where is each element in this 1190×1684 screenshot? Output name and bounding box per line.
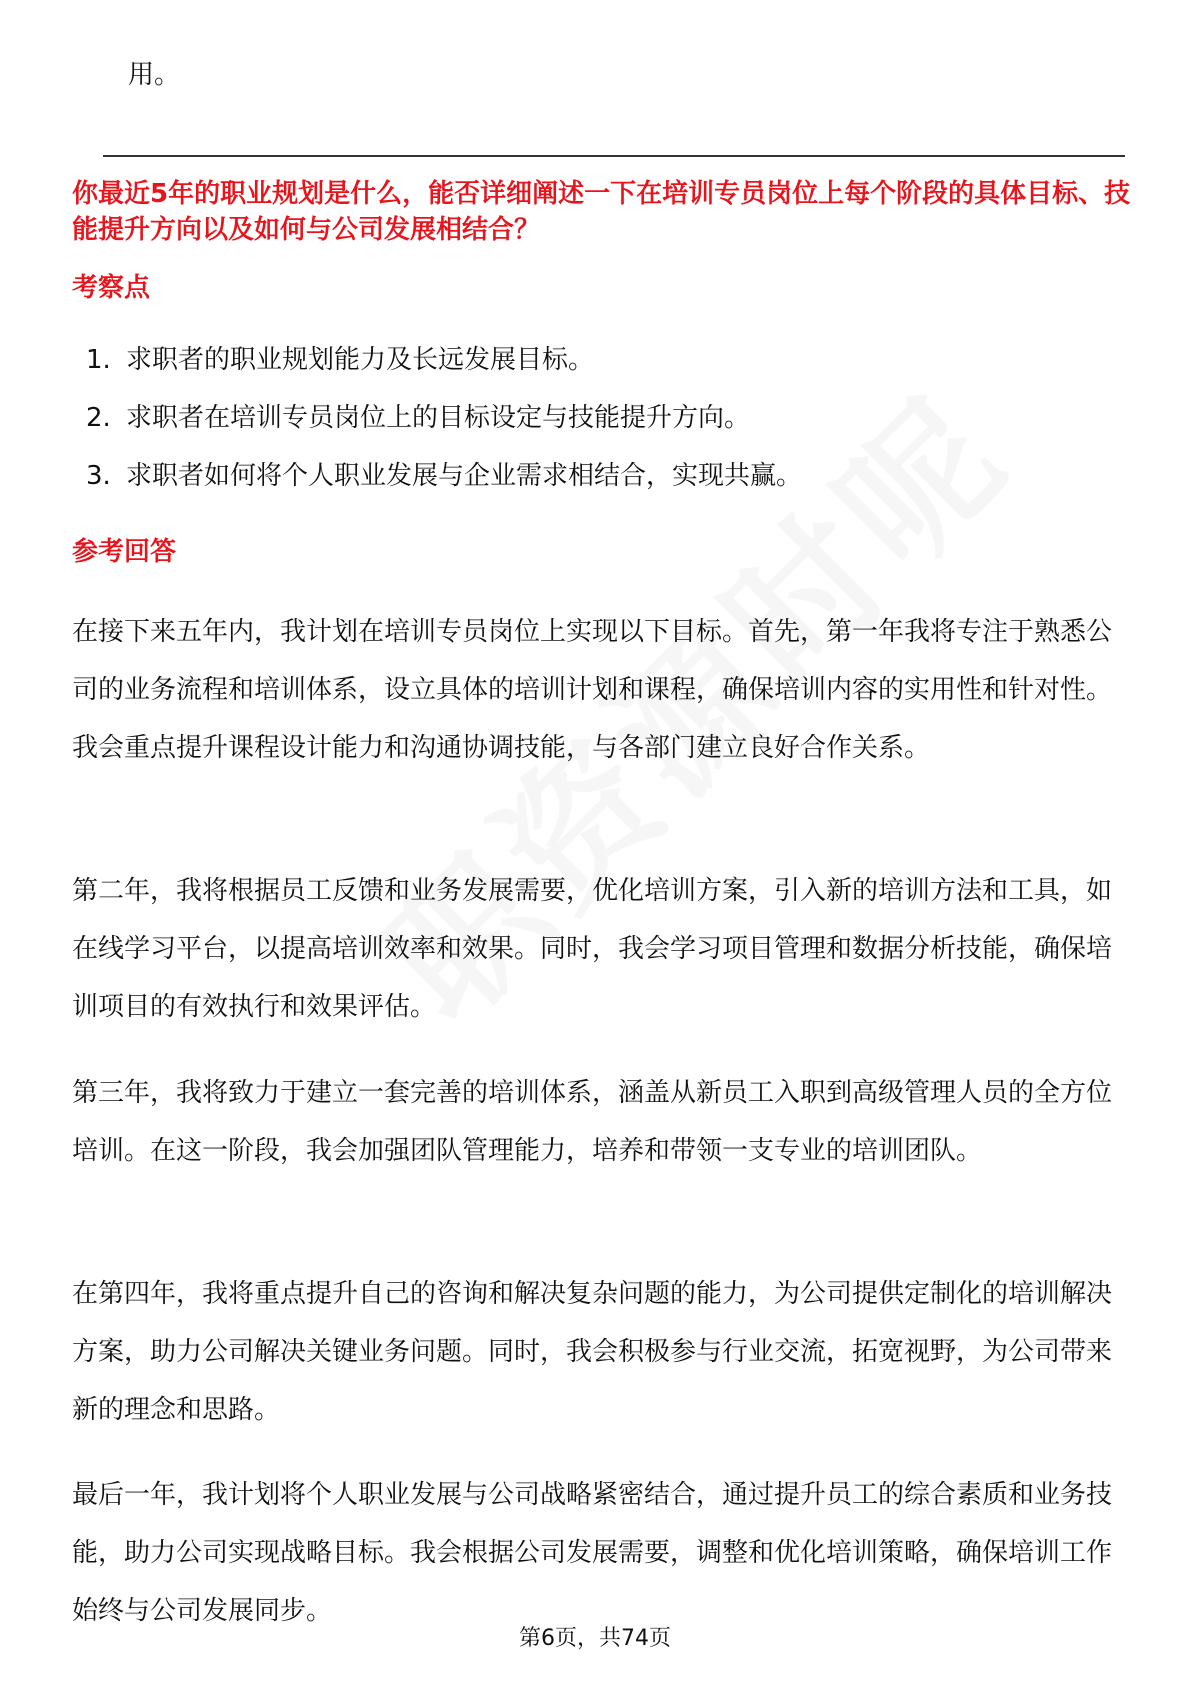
list-item-number: 2. bbox=[86, 403, 111, 433]
list-item-text: 求职者的职业规划能力及长远发展目标。 bbox=[126, 345, 595, 375]
list-item-text: 求职者在培训专员岗位上的目标设定与技能提升方向。 bbox=[126, 403, 751, 433]
list-item bbox=[86, 458, 1126, 516]
list-item-text: 求职者如何将个人职业发展与企业需求相结合，实现共赢。 bbox=[126, 461, 803, 491]
answer-paragraph-year-3: 第三年，我将致力于建立一套完善的培训体系，涵盖从新员工入职到高级管理人员的全方位培训。在这一阶段，我会加强团队管理能力，培养和带领一支专业的培训团队。 bbox=[72, 1078, 1113, 1166]
section-divider bbox=[103, 155, 1125, 157]
answer-heading: 参考回答 bbox=[72, 537, 177, 567]
list-item-number: 1. bbox=[86, 345, 111, 375]
list-item bbox=[86, 342, 1126, 400]
exam-points-heading: 考察点 bbox=[72, 273, 151, 303]
page-number-footer: 第6页，共74页 bbox=[519, 1626, 671, 1651]
carryover-text: 用。 bbox=[128, 60, 181, 90]
list-item bbox=[86, 400, 1126, 458]
list-item-number: 3. bbox=[86, 461, 111, 491]
answer-paragraph-year-5: 最后一年，我计划将个人职业发展与公司战略紧密结合，通过提升员工的综合素质和业务技能，助力公司实现战略目标。我会根据公司发展需要，调整和优化培训策略，确保培训工作始终与公司发展同步。 bbox=[72, 1480, 1113, 1626]
answer-paragraph-year-1: 在接下来五年内，我计划在培训专员岗位上实现以下目标。首先，第一年我将专注于熟悉公司的业务流程和培训体系，设立具体的培训计划和课程，确保培训内容的实用性和针对性。我会重点提升课程设计能力和沟通协调技能，与各部门建立良好合作关系。 bbox=[72, 617, 1113, 763]
answer-paragraph-year-4: 在第四年，我将重点提升自己的咨询和解决复杂问题的能力，为公司提供定制化的培训解决方案，助力公司解决关键业务问题。同时，我会积极参与行业交流，拓宽视野，为公司带来新的理念和思路。 bbox=[72, 1279, 1113, 1425]
exam-points-list bbox=[86, 342, 1126, 516]
answer-paragraph-year-2: 第二年，我将根据员工反馈和业务发展需要，优化培训方案，引入新的培训方法和工具，如在线学习平台，以提高培训效率和效果。同时，我会学习项目管理和数据分析技能，确保培训项目的有效执行和效果评估。 bbox=[72, 876, 1113, 1022]
question-heading: 你最近5年的职业规划是什么，能否详细阐述一下在培训专员岗位上每个阶段的具体目标、技能提升方向以及如何与公司发展相结合？ bbox=[72, 179, 1131, 245]
